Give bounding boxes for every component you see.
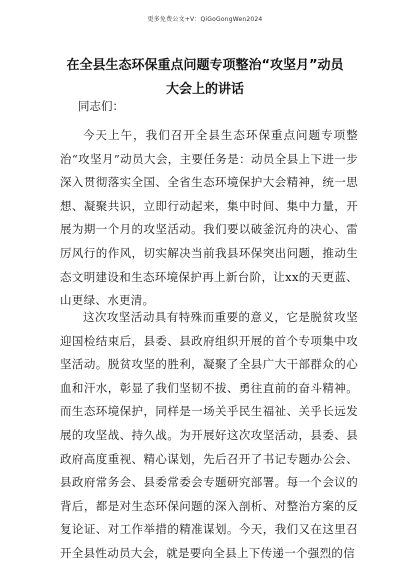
paragraph-1: 今天上午，我们召开全县生态环保重点问题专项整治“攻坚月”动员大会，主要任务是：动员全县上下进一步深入贯彻落实全国、全省生态环境保护大会精神，统一思想、凝聚共识，立即行动起来，集中时间、集中力量，开展为期一个月的攻坚活动。我们要以破釜沉舟的决心、雷厉风行的作风，切实解决当前我县环保突出问题，推动生态文明建设和生态环境保护再上新台阶，让xx的天更蓝、山更绿、水更清。 (60, 128, 358, 308)
paragraph-2: 这次攻坚活动具有特殊而重要的意义，它是脱贫攻坚迎国检结束后，县委、县政府组织开展的首个专项集中攻坚活动。脱贫攻坚的胜利，凝聚了全县广大干部群众的心血和汗水，彰显了我们坚韧不拔、勇往直前的奋斗精神。而生态环境保护，同样是一场关乎民生福祉、关乎长远发展的攻坚战、持久战。为开展好这次攻坚活动，县委、县政府高度重视、精心谋划，先后召开了书记专题办公会、县政府常务会、县委常委会专题研究部署。每一个会议的背后，都是对生态环保问题的深入剖析、对整治方案的反复论证、对工作举措的精准谋划。今天，我们又在这里召开全县性动员大会，就是要向全县上下传递一个强烈的信 (60, 310, 358, 560)
page-header: 更多免费公文+V：QiGoGongWen2024 (147, 16, 263, 23)
document-title: 在全县生态环保重点问题专项整治“攻坚月”动员大会上的讲话 (66, 58, 344, 97)
salutation: 同志们： (78, 99, 124, 113)
